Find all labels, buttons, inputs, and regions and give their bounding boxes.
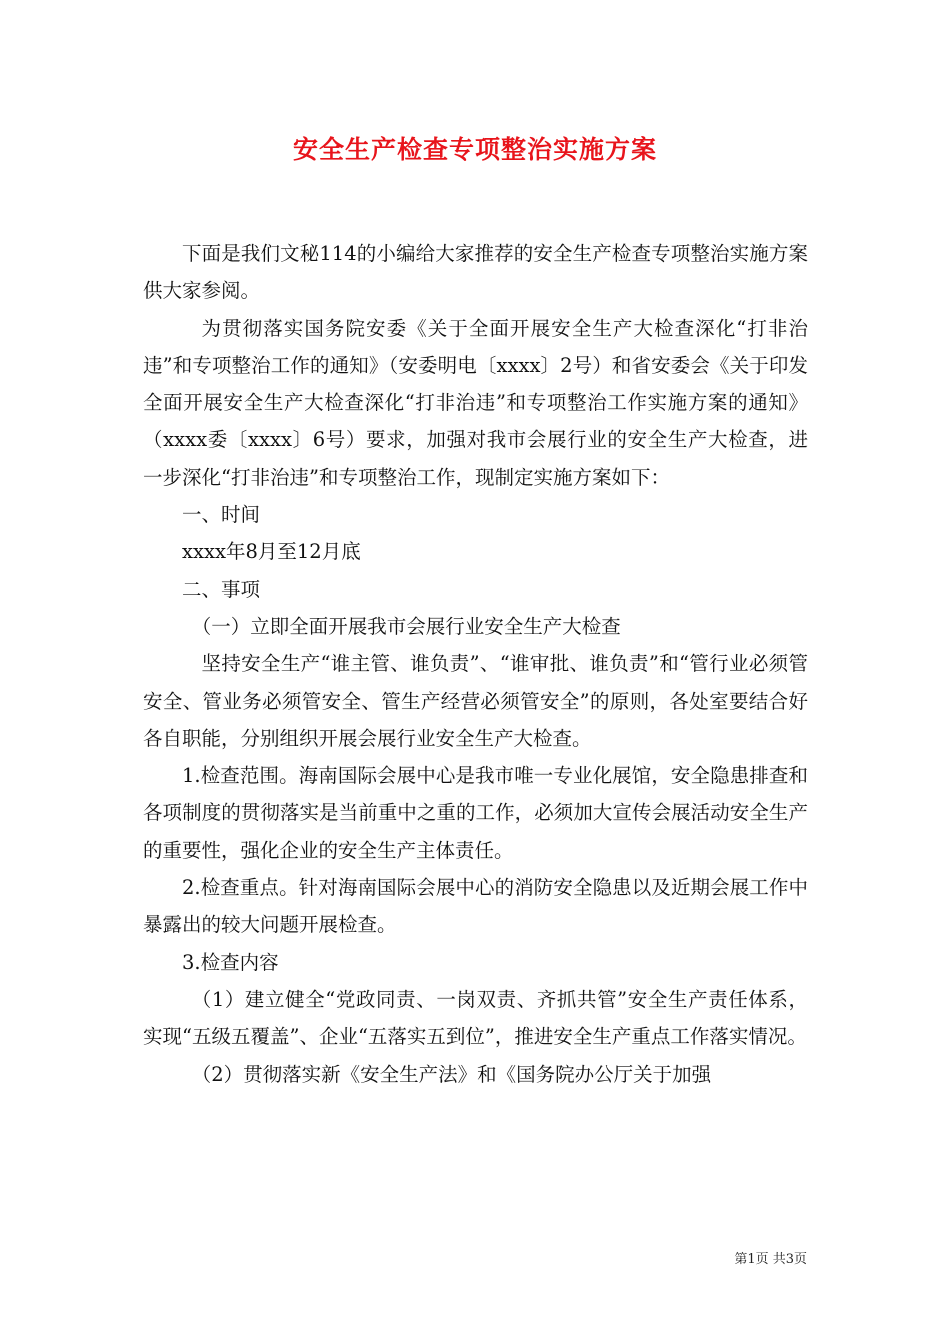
time-paragraph: xxxx年8月至12月底 — [182, 540, 361, 564]
page-number: 第1页 共3页 — [734, 1252, 807, 1267]
purpose-paragraph: 为贯彻落实国务院安委《关于全面开展安全生产大检查深化“打非治违”和专项整治工作的通知》（安委明电〔xxxx〕2号）和省安委会《关于印发全面开展安全生产大检查深化“打非治违”和专项整治工作实施方案的通知》（xxxx委〔xxxx〕6号）要求，加强对我市会展行业的安全生产大检查，进一步深化“打非治违”和专项整治工作，现制定实施方案如下： — [143, 316, 808, 489]
content-item-2: （2）贯彻落实新《安全生产法》和《国务院办公厅关于加强 — [191, 1062, 712, 1086]
principle-paragraph: 坚持安全生产“谁主管、谁负责”、“谁审批、谁负责”和“管行业必须管安全、管业务必须管安全、管生产经营必须管安全”的原则，各处室要结合好各自职能，分别组织开展会展行业安全生产大检查。 — [143, 652, 808, 750]
intro-paragraph: 下面是我们文秘114的小编给大家推荐的安全生产检查专项整治实施方案供大家参阅。 — [143, 242, 808, 303]
scope-paragraph: 1.检查范围。海南国际会展中心是我市唯一专业化展馆，安全隐患排查和各项制度的贯彻落实是当前重中之重的工作，必须加大宣传会展活动安全生产的重要性，强化企业的安全生产主体责任。 — [143, 764, 808, 862]
document-title: 安全生产检查专项整治实施方案 — [292, 135, 657, 164]
section-heading-time: 一、时间 — [182, 503, 261, 527]
document-body — [143, 235, 808, 1093]
content-item-1: （1）建立健全“党政同责、一岗双责、齐抓共管”安全生产责任体系，实现“五级五覆盖”、企业“五落实五到位”，推进安全生产重点工作落实情况。 — [143, 987, 808, 1049]
section-heading-items: 二、事项 — [182, 577, 261, 601]
focus-paragraph: 2.检查重点。针对海南国际会展中心的消防安全隐患以及近期会展工作中暴露出的较大问题开展检查。 — [143, 876, 808, 937]
content-heading: 3.检查内容 — [182, 950, 279, 974]
subsection-heading-inspection: （一）立即全面开展我市会展行业安全生产大检查 — [191, 614, 621, 638]
